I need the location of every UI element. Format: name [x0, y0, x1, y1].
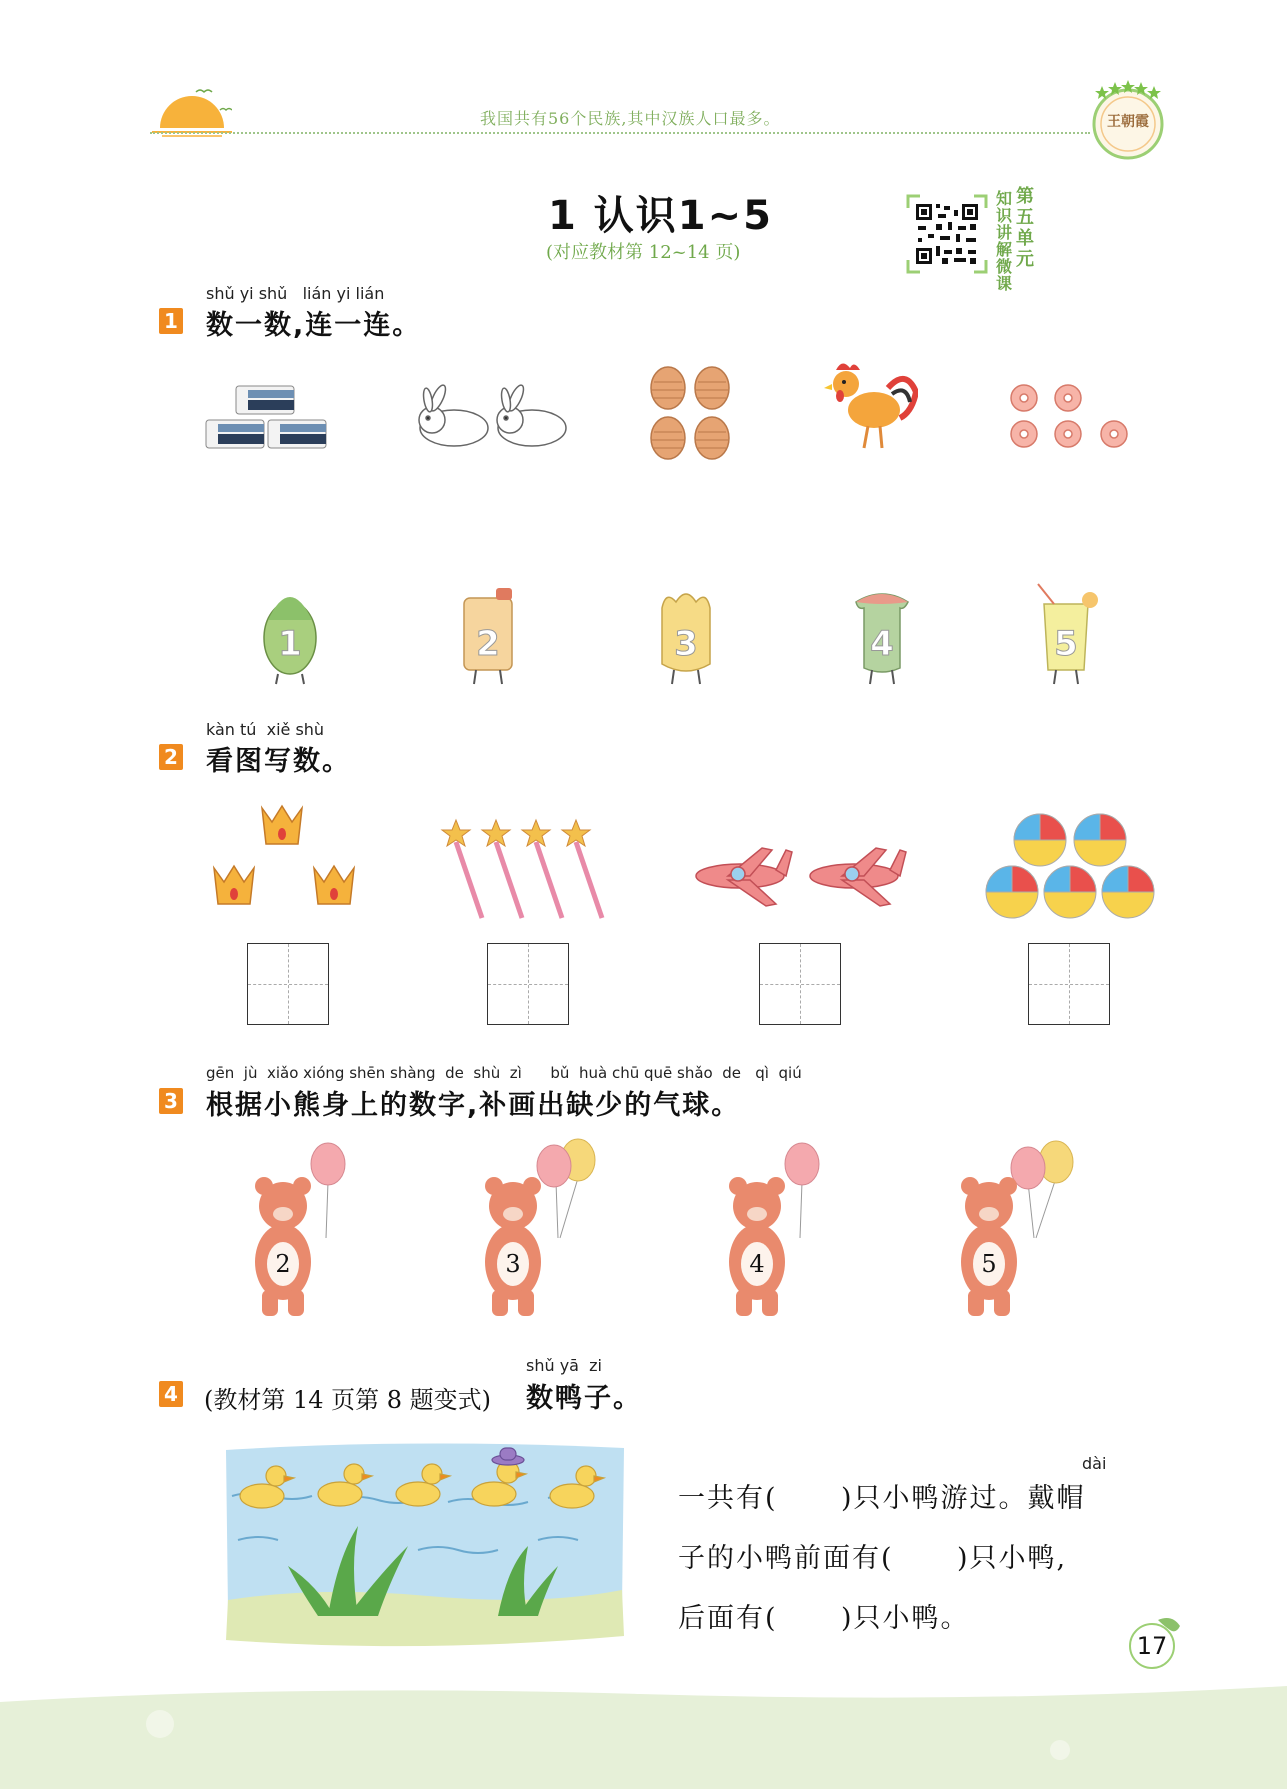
bear-icon	[944, 1138, 1074, 1320]
digit-character-2[interactable]	[446, 580, 530, 686]
bear-icon	[238, 1138, 348, 1320]
ball-icon	[1044, 866, 1096, 918]
digit-label: 2	[476, 624, 500, 664]
flower-icon	[1011, 421, 1037, 447]
bear-number: 2	[275, 1250, 291, 1278]
bear-2[interactable]	[238, 1138, 348, 1320]
pinecone-icon	[695, 417, 729, 459]
balloon-icon	[311, 1143, 345, 1185]
wands-picture	[438, 818, 618, 922]
wand-icon	[562, 820, 602, 918]
crowns-picture	[210, 800, 370, 924]
planes-picture	[688, 836, 914, 920]
flower-icon	[1055, 421, 1081, 447]
pinecone-icon	[651, 367, 685, 409]
answer-box-crowns[interactable]	[247, 943, 329, 1025]
digit-character-4[interactable]	[840, 580, 924, 686]
brand-badge	[1088, 78, 1168, 162]
rooster-picture[interactable]	[822, 358, 918, 452]
flower-icon	[1055, 385, 1081, 411]
pinecone-icon	[651, 417, 685, 459]
bear-number: 4	[749, 1250, 765, 1278]
bear-icon	[468, 1138, 598, 1320]
q2-pinyin: kàn tú xiě shù	[206, 720, 325, 739]
ball-icon	[1074, 814, 1126, 866]
bear-icon	[712, 1138, 822, 1320]
digit-label: 1	[278, 624, 302, 664]
plane-icon	[810, 848, 906, 906]
page-number: 17	[1124, 1612, 1184, 1672]
qr-label	[994, 186, 1042, 293]
header-divider	[150, 132, 1090, 134]
bear-number: 5	[981, 1250, 997, 1278]
eraser-icon	[268, 420, 326, 448]
page-title: 1 认识1~5	[548, 193, 773, 239]
qr-label-right: 第 五 单 元	[1016, 186, 1034, 270]
eraser-icon	[206, 420, 264, 448]
wand-icon	[442, 820, 482, 918]
flower-icon	[1011, 385, 1037, 411]
bear-3[interactable]	[468, 1138, 598, 1320]
pinecones-picture[interactable]	[646, 364, 734, 462]
rooster-icon	[824, 363, 916, 448]
answer-box-balls[interactable]	[1028, 943, 1110, 1025]
flower-icon	[1101, 421, 1127, 447]
rabbit-icon	[419, 384, 488, 446]
qr-code-icon[interactable]	[906, 194, 988, 274]
q2-instruction: 看图写数。	[206, 746, 351, 777]
digit-character-1[interactable]	[248, 580, 332, 686]
footer-background	[0, 1680, 1287, 1789]
digit-label: 3	[674, 624, 698, 664]
bear-number: 3	[505, 1250, 521, 1278]
q3-number-badge: 3	[159, 1088, 183, 1114]
digit-character-5[interactable]	[1024, 580, 1108, 686]
answer-box-planes[interactable]	[759, 943, 841, 1025]
digit-label: 4	[870, 624, 894, 664]
bear-5[interactable]	[944, 1138, 1074, 1320]
q2-number-badge: 2	[159, 744, 183, 770]
q3-pinyin: gēn jù xiǎo xióng shēn shàng de shù zì bǔ huà chū quē shǎo de qì qiú	[206, 1064, 802, 1082]
q3-instruction: 根据小熊身上的数字,补画出缺少的气球。	[206, 1090, 741, 1121]
qr-label-left: 知 识 讲 解 微 课	[996, 189, 1013, 293]
q4-pinyin: shǔ yā zi	[526, 1356, 602, 1375]
flowers-picture[interactable]	[1000, 382, 1138, 452]
wand-icon	[522, 820, 562, 918]
q4-source: (教材第 14 页第 8 题变式)	[204, 1386, 492, 1414]
dai-pinyin: dài	[1082, 1454, 1107, 1473]
ducks-pond-picture	[218, 1440, 630, 1650]
digit-character-3[interactable]	[644, 580, 728, 686]
balls-picture	[984, 812, 1158, 922]
badge-text: 王朝霞	[1107, 114, 1149, 130]
page-subtitle: (对应教材第 12~14 页)	[546, 242, 741, 263]
answer-box-wands[interactable]	[487, 943, 569, 1025]
pinecone-icon	[695, 367, 729, 409]
q1-instruction: 数一数,连一连。	[206, 310, 422, 341]
wand-icon	[482, 820, 522, 918]
rabbit-icon	[497, 384, 566, 446]
q1-number-badge: 1	[159, 308, 183, 334]
q4-line-1: 一共有( )只小鸭游过。戴帽	[678, 1483, 1086, 1514]
q4-line-3: 后面有( )只小鸭。	[678, 1603, 970, 1634]
plane-icon	[696, 848, 792, 906]
bear-4[interactable]	[712, 1138, 822, 1320]
ball-icon	[1102, 866, 1154, 918]
balloon-icon	[537, 1145, 571, 1187]
q1-pinyin: shǔ yi shǔ lián yi lián	[206, 284, 385, 303]
q4-instruction: 数鸭子。	[526, 1383, 642, 1414]
digit-label: 5	[1054, 624, 1078, 664]
ball-icon	[986, 866, 1038, 918]
q4-number-badge: 4	[159, 1381, 183, 1407]
balloon-icon	[785, 1143, 819, 1185]
sunset-icon	[152, 88, 232, 138]
ball-icon	[1014, 814, 1066, 866]
eraser-icon	[236, 386, 294, 414]
rabbits-picture[interactable]	[412, 384, 578, 454]
erasers-picture[interactable]	[204, 382, 330, 452]
header-motto: 我国共有56个民族,其中汉族人口最多。	[480, 109, 781, 128]
q4-line-2: 子的小鸭前面有( )只小鸭,	[678, 1543, 1068, 1574]
